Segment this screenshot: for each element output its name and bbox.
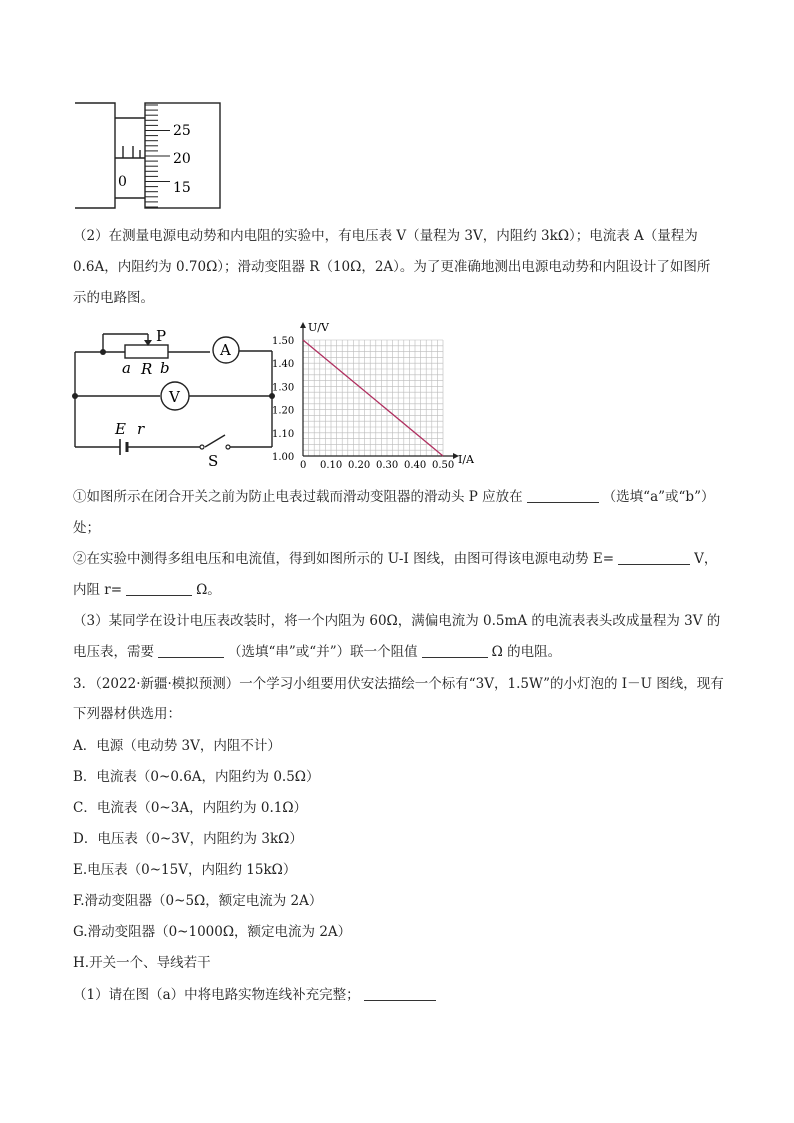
label-A: A: [220, 341, 231, 359]
rheostat: [125, 345, 168, 358]
option-D: D．电压表（0~3V，内阻约为 3kΩ）: [73, 831, 303, 847]
label-a: a: [122, 359, 131, 377]
section3-line1: （3）某同学在设计电压表改装时，将一个内阻为 60Ω，满偏电流为 0.5mA 的电流表表头改成量程为 3V 的: [73, 613, 721, 629]
section3-text-c: Ω 的电阻。: [491, 644, 562, 660]
x-tick-label: 0: [300, 460, 307, 471]
q2-line2: [73, 580, 221, 600]
micrometer-figure: [70, 98, 230, 218]
section3-text-b: （选填“串”或“并”）联一个阻值: [228, 644, 418, 660]
y-axis-label: U/V: [308, 321, 329, 334]
ui-chart: [268, 318, 483, 473]
option-H: H.开关一个、导线若干: [73, 955, 211, 971]
option-B: B．电流表（0~0.6A，内阻约为 0.5Ω）: [73, 769, 320, 785]
option-G: G.滑动变阻器（0~1000Ω，额定电流为 2A）: [73, 924, 352, 940]
scale-label-20: 20: [173, 151, 191, 167]
question3-line2: 下列器材供选用：: [73, 706, 181, 722]
y-tick-label: 1.40: [272, 359, 295, 371]
option-E: E.电压表（0~15V，内阻约 15kΩ）: [73, 862, 297, 878]
q2-text: ②在实验中测得多组电压和电流值，得到如图所示的 U-I 图线，由图可得该电源电动势 E=: [73, 551, 615, 567]
y-axis-arrow-icon: [300, 322, 306, 328]
switch-blade: [205, 435, 225, 447]
question3-sub1-text: （1）请在图（a）中将电路实物连线补充完整；: [73, 987, 360, 1003]
label-r: r: [137, 420, 145, 438]
circuit-diagram: [70, 322, 285, 472]
y-tick-label: 1.20: [272, 405, 295, 417]
x-tick-label: 0.50: [432, 460, 455, 471]
y-tick-label: 1.00: [272, 452, 295, 463]
section2-intro-line2: 0.6A，内阻约为 0.70Ω）；滑动变阻器 R（10Ω，2A）。为了更准确地测出电源电动势和内阻设计了如图所: [73, 259, 711, 275]
scale-label-25: 25: [173, 123, 191, 139]
main-scale-zero: 0: [118, 174, 127, 190]
resistance-answer-blank[interactable]: [126, 581, 192, 596]
q1-text: ①如图所示在闭合开关之前为防止电表过载而滑动变阻器的滑动头 P 应放在: [73, 489, 523, 505]
question3-line1: 3．（2022·新疆·模拟预测）一个学习小组要用伏安法描绘一个标有“3V，1.5W”的小灯泡的 I－U 图线，现有: [73, 676, 724, 692]
label-E: E: [115, 420, 126, 438]
y-tick-label: 1.50: [272, 336, 295, 347]
junction-dot: [72, 393, 78, 399]
y-tick-label: 1.30: [272, 382, 295, 394]
option-F: F.滑动变阻器（0~5Ω，额定电流为 2A）: [73, 893, 323, 909]
x-tick-label: 0.40: [404, 460, 427, 471]
q1-text-tail: （选填“a”或“b”）: [602, 489, 715, 505]
section3-line2: [73, 642, 561, 662]
q2-unit: V，: [694, 551, 718, 567]
q2-resistance-unit: Ω。: [196, 582, 221, 598]
option-A: A．电源（电动势 3V，内阻不计）: [73, 738, 281, 754]
section3-text-a: 电压表，需要: [73, 644, 154, 660]
label-b: b: [160, 359, 170, 377]
y-tick-label: 1.10: [272, 428, 295, 440]
q2-line: [73, 549, 717, 569]
option-C: C．电流表（0~3A，内阻约为 0.1Ω）: [73, 800, 308, 816]
label-R: R: [141, 360, 153, 378]
x-tick-label: 0.30: [376, 460, 399, 471]
series-parallel-blank[interactable]: [158, 643, 224, 658]
section2-intro-line1: （2）在测量电源电动势和内电阻的实验中，有电压表 V（量程为 3V，内阻约 3kΩ）；电流表 A（量程为: [73, 228, 698, 244]
q1-line2: 处；: [73, 520, 100, 536]
micrometer-frame: [75, 103, 115, 208]
x-tick-label: 0.20: [348, 460, 371, 471]
emf-answer-blank[interactable]: [618, 550, 690, 565]
resistor-value-blank[interactable]: [422, 643, 488, 658]
x-axis-label: I/A: [458, 453, 474, 466]
q2-resistance-label: 内阻 r=: [73, 582, 123, 598]
scale-label-15: 15: [173, 180, 191, 196]
sub1-answer-blank[interactable]: [364, 986, 436, 1001]
label-P: P: [156, 327, 167, 345]
q1-line: [73, 487, 714, 507]
x-tick-label: 0.10: [320, 460, 343, 471]
question3-sub1: [73, 985, 440, 1005]
junction-dot: [100, 349, 106, 355]
section2-intro-line3: 示的电路图。: [73, 290, 154, 306]
q1-answer-blank[interactable]: [527, 488, 599, 503]
label-S: S: [208, 452, 219, 470]
label-V: V: [169, 388, 180, 406]
